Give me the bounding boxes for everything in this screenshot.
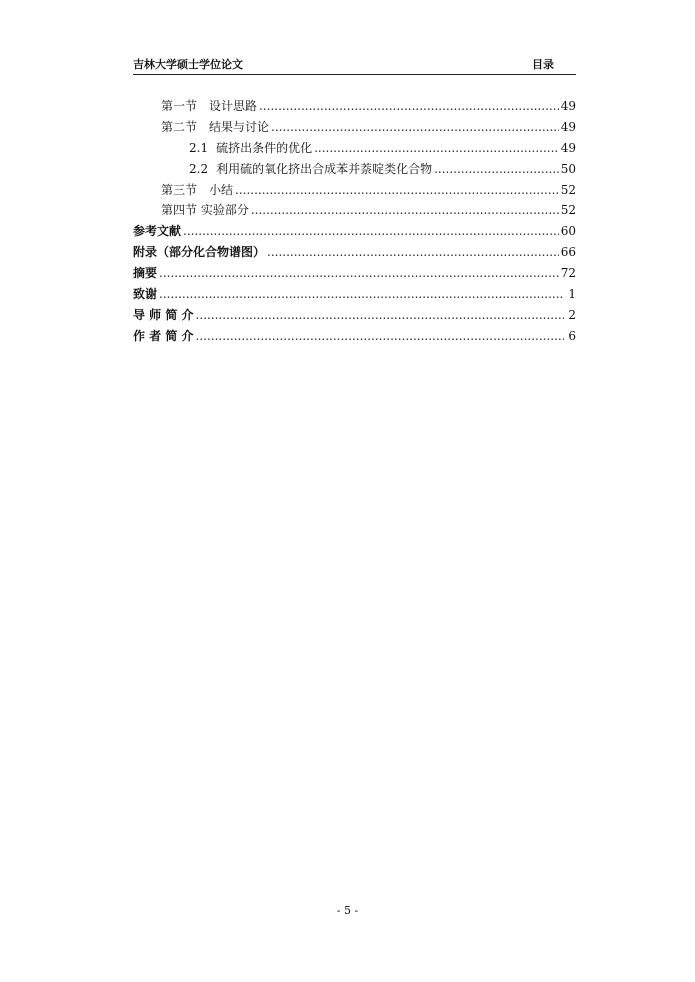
toc-entry-page: 72 <box>560 266 576 281</box>
dot-leader <box>159 263 559 284</box>
toc-entry-label: 附录（部分化合物谱图） <box>133 245 266 260</box>
toc-entry-label: 利用硫的氧化挤出合成苯并萘啶类化合物 <box>216 161 433 176</box>
toc-entry-page: 50 <box>560 161 576 176</box>
dot-leader <box>271 117 559 138</box>
toc-entry-page: 52 <box>560 203 576 218</box>
toc-entry-page: 2 <box>568 307 576 322</box>
toc-entry-supervisor-profile[interactable] <box>133 305 576 326</box>
toc-entry-label: 参考文献 <box>133 224 182 239</box>
toc-entry-author-profile[interactable] <box>133 326 576 347</box>
page-number: - 5 - <box>336 904 359 917</box>
dot-leader <box>314 138 559 159</box>
toc-entry-2-1[interactable] <box>133 138 576 159</box>
toc-entry-experimental[interactable] <box>133 200 576 221</box>
table-of-contents <box>133 96 576 347</box>
dot-leader <box>196 305 564 326</box>
toc-entry-design-idea[interactable] <box>133 96 576 117</box>
toc-entry-abstract[interactable] <box>133 263 576 284</box>
dot-leader <box>251 200 559 221</box>
toc-entry-label: 硫挤出条件的优化 <box>216 140 313 155</box>
toc-entry-number: 2.1 <box>189 140 209 155</box>
toc-entry-page: 49 <box>560 119 576 134</box>
toc-entry-label: 摘要 <box>133 266 158 281</box>
header-thesis-title: 吉林大学硕士学位论文 <box>133 58 243 71</box>
toc-entry-label: 作 者 简 介 <box>133 328 194 343</box>
toc-entry-page: 49 <box>560 99 576 113</box>
dot-leader <box>267 242 559 263</box>
dot-leader <box>434 159 559 180</box>
toc-entry-acknowledgements[interactable] <box>133 284 576 305</box>
dot-leader <box>196 326 564 347</box>
toc-entry-2-2[interactable] <box>133 159 576 180</box>
toc-entry-label: 导 师 简 介 <box>133 307 194 322</box>
toc-entry-page: 1 <box>568 287 576 302</box>
toc-entry-page: 60 <box>560 224 576 239</box>
toc-entry-references[interactable] <box>133 221 576 242</box>
toc-entry-label: 第四节 实验部分 <box>161 203 249 218</box>
dot-leader <box>159 284 564 305</box>
header-section-title: 目录 <box>532 58 554 71</box>
toc-entry-label: 致谢 <box>133 287 158 302</box>
toc-entry-page: 66 <box>560 245 576 260</box>
toc-entry-label: 第一节 设计思路 <box>161 99 258 113</box>
toc-entry-label: 第三节 小结 <box>161 182 234 197</box>
toc-entry-number: 2.2 <box>189 161 209 176</box>
toc-entry-page: 49 <box>560 140 576 155</box>
toc-entry-page: 52 <box>560 182 576 197</box>
toc-entry-appendix[interactable] <box>133 242 576 263</box>
dot-leader <box>183 221 559 242</box>
toc-entry-page: 6 <box>568 328 576 343</box>
page-header <box>133 58 576 75</box>
dot-leader <box>235 180 559 201</box>
dot-leader <box>259 96 559 117</box>
toc-entry-summary[interactable] <box>133 180 576 201</box>
toc-entry-label: 第二节 结果与讨论 <box>161 119 270 134</box>
toc-entry-results-discussion[interactable] <box>133 117 576 138</box>
